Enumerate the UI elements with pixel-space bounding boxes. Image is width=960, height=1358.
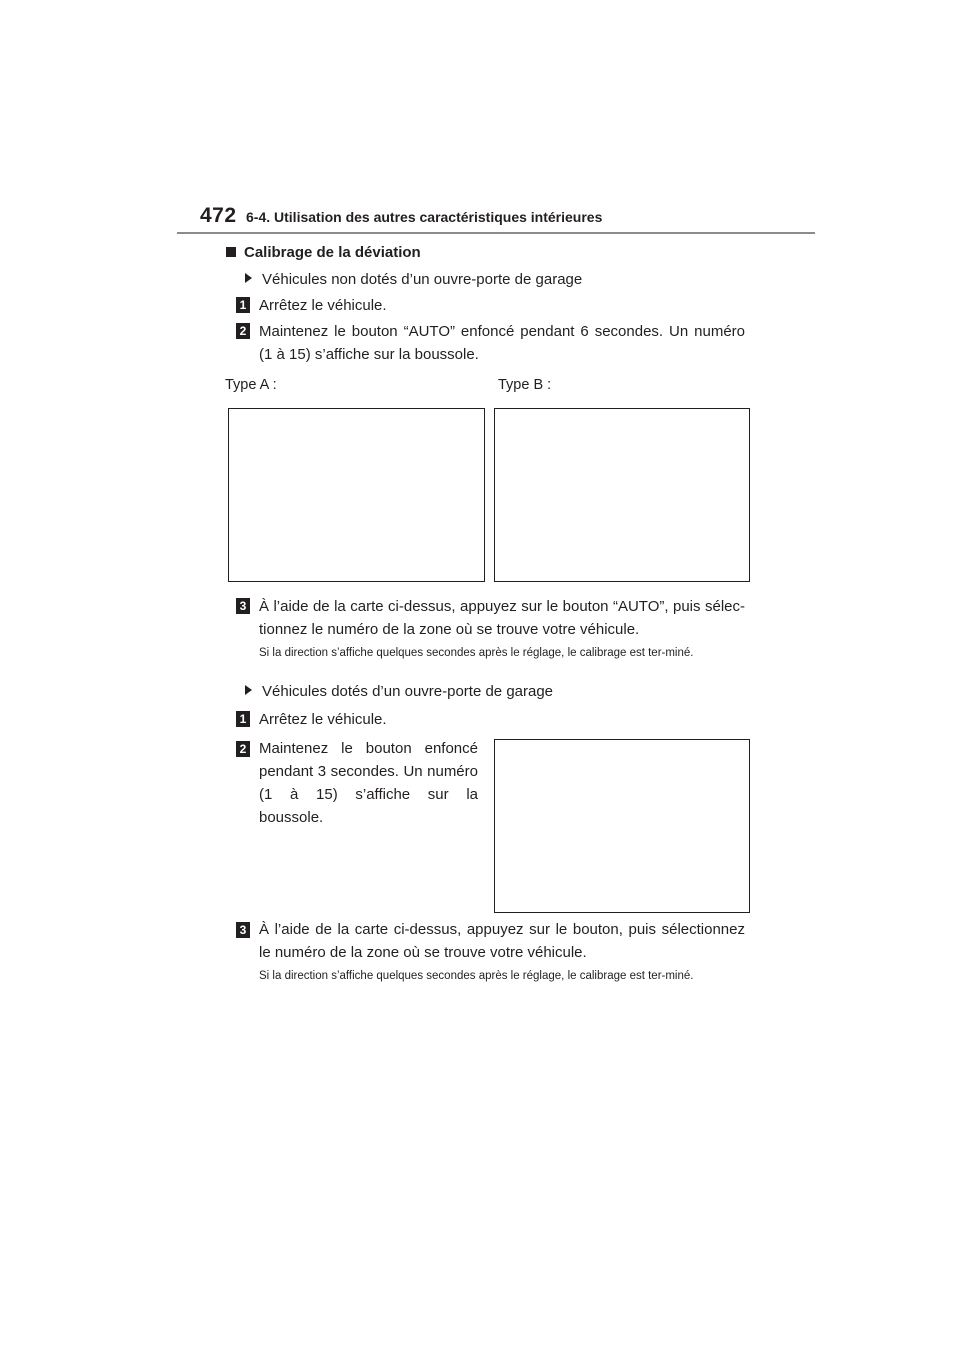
chapter-title: 6-4. Utilisation des autres caractéristiques intérieures	[246, 209, 603, 225]
step-text: Maintenez le bouton “AUTO” enfoncé pendant 6 secondes. Un numéro (1 à 15) s’affiche sur la boussole.	[259, 323, 745, 363]
note-text: Si la direction s’affiche quelques secondes après le réglage, le calibrage est ter-miné.	[259, 970, 694, 982]
section-title: Calibrage de la déviation	[244, 244, 421, 261]
type-b-illustration	[494, 408, 750, 582]
step-number-badge: 3	[236, 922, 250, 938]
step-text: Arrêtez le véhicule.	[259, 297, 387, 314]
garage-opener-illustration	[494, 739, 750, 913]
header-rule	[177, 232, 815, 234]
step-text: Maintenez le bouton enfoncé pendant 3 secondes. Un numéro (1 à 15) s’affiche sur la boussole.	[259, 740, 478, 826]
step-text: Arrêtez le véhicule.	[259, 711, 387, 728]
note-text: Si la direction s’affiche quelques secondes après le réglage, le calibrage est ter-miné.	[259, 647, 694, 659]
type-a-illustration	[228, 408, 485, 582]
square-bullet-icon	[226, 247, 236, 257]
step-text: À l’aide de la carte ci-dessus, appuyez sur le bouton “AUTO”, puis sélec-tionnez le numéro de la zone où se trouve votre véhicule.	[259, 598, 745, 638]
condition-label: Véhicules non dotés d’un ouvre-porte de garage	[262, 271, 583, 288]
condition-with-garage-opener	[245, 683, 553, 700]
section-heading	[226, 244, 421, 261]
type-a-label: Type A :	[225, 377, 277, 393]
step-number-badge: 1	[236, 297, 250, 313]
step-number-badge: 1	[236, 711, 250, 727]
condition-no-garage-opener	[245, 271, 582, 288]
step-number-badge: 3	[236, 598, 250, 614]
type-b-label: Type B :	[498, 377, 552, 393]
step-number-badge: 2	[236, 323, 250, 339]
condition-label: Véhicules dotés d’un ouvre-porte de garage	[262, 683, 554, 700]
triangle-bullet-icon	[245, 685, 252, 695]
step-text: À l’aide de la carte ci-dessus, appuyez sur le bouton, puis sélectionnez le numéro de la zone où se trouve votre véhicule.	[259, 921, 745, 961]
step-number-badge: 2	[236, 741, 250, 757]
triangle-bullet-icon	[245, 273, 252, 283]
page-number: 472	[200, 204, 237, 227]
